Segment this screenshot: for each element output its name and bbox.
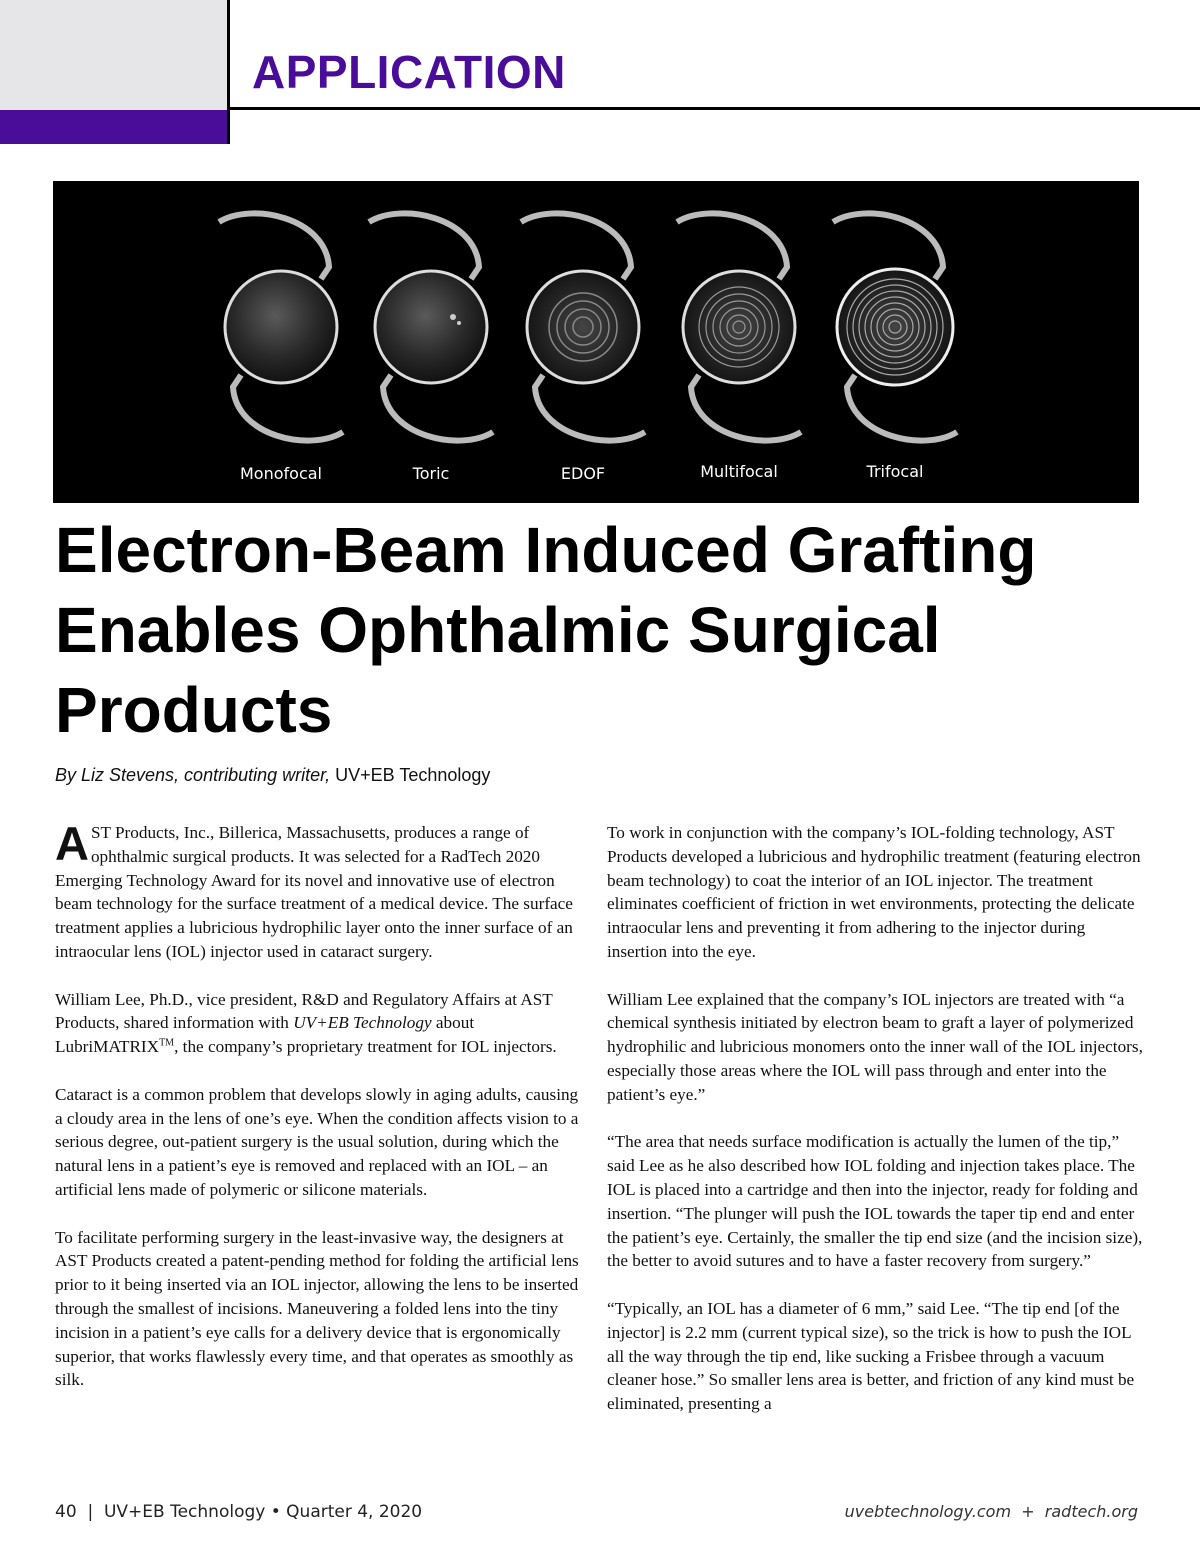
header-gray-block xyxy=(0,0,227,110)
lens-toric xyxy=(369,213,493,483)
paragraph xyxy=(55,817,585,964)
lens-caption: Trifocal xyxy=(866,462,924,481)
header-horizontal-rule xyxy=(230,107,1200,110)
trademark-mark: TM xyxy=(159,1037,175,1049)
lens-caption: EDOF xyxy=(560,464,606,483)
lens-caption: Monofocal xyxy=(240,464,322,483)
article-column-left xyxy=(55,817,585,1416)
paragraph-text: about LubriMATRIX xyxy=(55,1013,475,1057)
hero-image-iol-lenses xyxy=(53,181,1139,503)
paragraph: “Typically, an IOL has a diameter of 6 mm,” said Lee. “The tip end [of the injector] is 2.2 mm (current typical size), so the trick is how to push the IOL all the way through the tip end, like sucking a Frisbee through a vacuum cleaner hose.” So smaller lens area is better, and friction of any kind must be eliminated, presenting a xyxy=(607,1298,1135,1414)
article-headline: Electron-Beam Induced Grafting Enables Ophthalmic Surgical Products xyxy=(55,514,1037,746)
paragraph-text: ST Products, Inc., Billerica, Massachusetts, produces a range of ophthalmic surgical products. It was selected for a RadTech 2020 Emerging Technology Award for its novel and innovative use of electron beam technology for the surface treatment of a medical device. The surface treatment applies a lubricious hydrophilic layer onto the inner surface of an intraocular lens (IOL) injector used in cataract surgery. xyxy=(55,823,573,961)
byline-publication: UV+EB Technology xyxy=(335,765,491,785)
drop-cap: A xyxy=(55,817,89,870)
paragraph-text: William Lee, Ph.D., vice president, R&D and Regulatory Affairs at AST Products, shared information with xyxy=(55,989,553,1033)
publication-name: UV+EB Technology xyxy=(293,1013,432,1033)
lens-multifocal xyxy=(677,213,801,481)
header-purple-bar xyxy=(0,110,227,144)
paragraph: To facilitate performing surgery in the least-invasive way, the designers at AST Products created a patent-pending method for folding the artificial lens prior to it being inserted via an IOL injector, allowing the lens to be inserted through the smallest of incisions. Maneuvering a folded lens into the tiny incision in a patient’s eye calls for a delivery device that is ergonomically superior, that works flawlessly every time, and that operates as smoothly as silk. xyxy=(55,1227,579,1390)
paragraph: William Lee explained that the company’s IOL injectors are treated with “a chemical synthesis initiated by electron beam to graft a layer of polymerized hydrophilic and lubricious monomers onto the inner wall of the IOL injectors, especially those areas where the IOL will pass through and enter into the patient’s eye.” xyxy=(607,989,1143,1104)
section-label: APPLICATION xyxy=(252,46,566,98)
paragraph: “The area that needs surface modification is actually the lumen of the tip,” said Lee as he also described how IOL folding and injection takes place. The IOL is placed into a cartridge and then into the injector, ready for folding and insertion. “The plunger will push the IOL towards the taper tip end and enter the patient’s eye. Certainly, the smaller the tip end size (and the incision size), the better to avoid sutures and to have a faster recovery from surgery.” xyxy=(607,1132,1143,1271)
footer-page-info: 40 | UV+EB Technology • Quarter 4, 2020 xyxy=(55,1502,423,1522)
header-vertical-rule xyxy=(227,0,230,144)
article-byline xyxy=(55,763,490,787)
paragraph-text: , the company’s proprietary treatment for IOL injectors. xyxy=(174,1037,557,1057)
lens-caption: Multifocal xyxy=(700,462,778,481)
paragraph: To work in conjunction with the company’s IOL-folding technology, AST Products developed a lubricious and hydrophilic treatment (featuring electron beam technology) to coat the interior of an IOL injector. The treatment eliminates coefficient of friction in wet environments, protecting the delicate intraocular lens and preventing it from adhering to the injector during insertion into the eye. xyxy=(607,823,1141,961)
byline-author: By Liz Stevens, contributing writer, xyxy=(55,765,331,785)
paragraph: Cataract is a common problem that develops slowly in aging adults, causing a cloudy area in the lens of one’s eye. When the condition affects vision to a serious degree, out-patient surgery is the usual solution, during which the natural lens in a patient’s eye is removed and replaced with an IOL – an artificial lens made of polymeric or silicone materials. xyxy=(55,1084,579,1199)
article-column-right xyxy=(607,821,1145,1440)
lens-monofocal xyxy=(219,213,343,483)
paragraph xyxy=(55,988,585,1059)
lens-trifocal xyxy=(833,213,957,481)
footer-websites: uvebtechnology.com + radtech.org xyxy=(844,1502,1138,1521)
lens-caption: Toric xyxy=(412,464,450,483)
lens-edof xyxy=(521,213,645,483)
